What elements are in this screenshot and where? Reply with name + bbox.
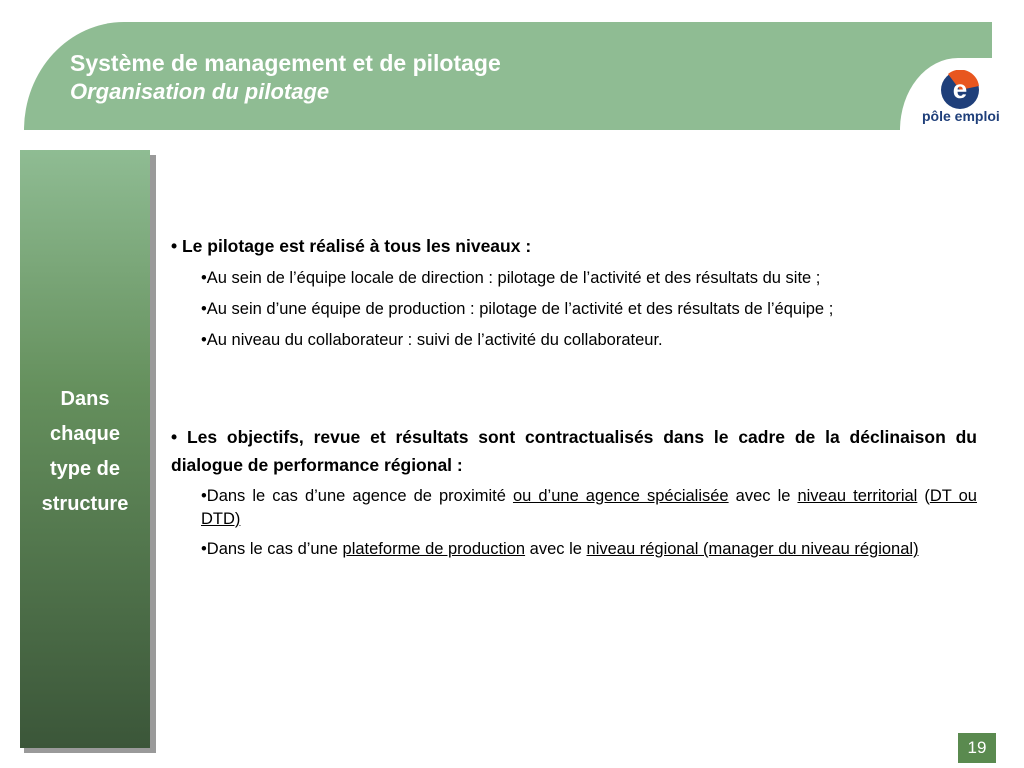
logo-text: pôle emploi <box>922 108 1000 124</box>
section2-item-1-link-territorial: niveau territorial <box>797 487 918 505</box>
section2-item-1-link-dt: DT ou DTD) <box>201 487 977 528</box>
section2-item-1-middle: avec le <box>728 487 798 505</box>
section2-item-1-link-agence: ou d’une agence spécialisée <box>512 487 729 505</box>
section1-item-2: •Au sein d’une équipe de production : pilotage de l’activité et des résultats de l’équipe ; <box>201 300 834 318</box>
section2-item-1-paren: ( <box>917 487 930 505</box>
section2-heading: • Les objectifs, revue et résultats sont contractualisés dans le cadre de la déclinaison du dialogue de performance régional : <box>171 427 977 475</box>
section-spacer <box>171 359 977 423</box>
section2-list <box>201 485 977 561</box>
section1-item-1: •Au sein de l’équipe locale de direction : pilotage de l’activité et des résultats du site ; <box>201 269 821 287</box>
slide-content <box>171 232 977 568</box>
sidebar-panel <box>20 150 150 748</box>
section1-item-3: •Au niveau du collaborateur : suivi de l’activité du collaborateur. <box>201 331 663 349</box>
slide-title: Système de management et de pilotage <box>70 50 501 76</box>
section2-item-2-middle: avec le <box>525 540 587 558</box>
section1-heading: • Le pilotage est réalisé à tous les niveaux : <box>171 236 532 256</box>
section2-item-2 <box>201 538 977 561</box>
sidebar-label: Dans chaque type de structure <box>41 388 129 515</box>
svg-text:e: e <box>952 74 968 104</box>
section2-item-2-link-regional: niveau régional (manager du niveau régional) <box>586 540 919 558</box>
section2-item-2-prefix: •Dans le cas d’une <box>201 540 343 558</box>
page-number-badge: 19 <box>958 733 996 763</box>
section2-item-1-prefix: •Dans le cas d’une agence de proximité <box>201 487 513 505</box>
section2-item-2-link-plateforme: plateforme de production <box>342 540 526 558</box>
slide-subtitle: Organisation du pilotage <box>70 79 330 104</box>
section1-list <box>201 266 977 352</box>
pole-emploi-logo-icon <box>940 70 980 110</box>
section2-item-1 <box>201 485 977 531</box>
